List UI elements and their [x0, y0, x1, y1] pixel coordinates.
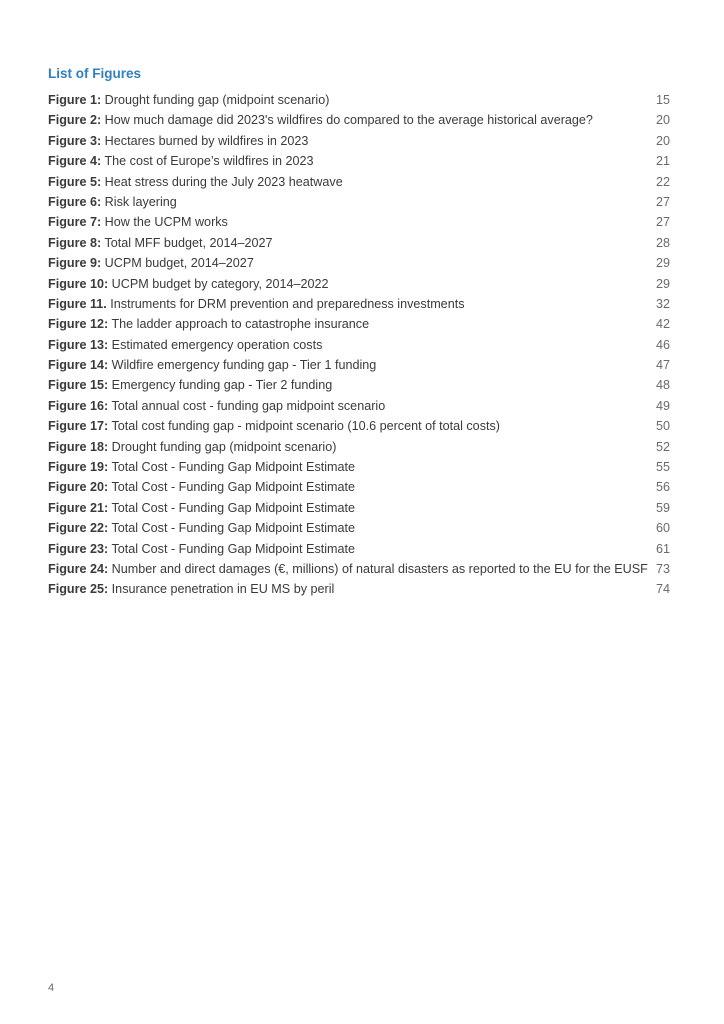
figure-label: Figure 5:: [48, 174, 102, 189]
figure-title: Number and direct damages (€, millions) of natural disasters as reported to the EU for the EUSF: [108, 561, 648, 576]
figure-entry[interactable]: [48, 579, 670, 599]
figure-entry-text: [48, 437, 336, 457]
figure-entry[interactable]: [48, 437, 670, 457]
figure-label: Figure 14:: [48, 358, 109, 373]
figure-list: [48, 90, 670, 600]
figure-title: Wildfire emergency funding gap - Tier 1 funding: [108, 358, 377, 373]
figure-page-number: 49: [655, 398, 670, 413]
figure-title: Drought funding gap (midpoint scenario): [101, 93, 330, 107]
figure-label: Figure 11.: [48, 296, 107, 311]
figure-entry-text: [48, 335, 322, 355]
figure-entry[interactable]: [48, 314, 670, 334]
figure-entry[interactable]: [48, 477, 670, 497]
figure-label: Figure 13:: [48, 337, 109, 352]
figure-entry-text: [48, 212, 228, 232]
figure-page-number: 28: [655, 235, 670, 250]
figure-entry-text: [48, 172, 343, 192]
figure-page-number: 22: [655, 174, 670, 189]
figure-entry-text: [48, 477, 355, 497]
figure-label: Figure 12:: [48, 317, 109, 332]
figure-page-number: 61: [655, 541, 670, 556]
figure-title: Heat stress during the July 2023 heatwave: [101, 174, 343, 189]
figure-entry[interactable]: [48, 90, 670, 110]
list-of-figures-heading: List of Figures: [48, 66, 142, 81]
figure-title: The cost of Europe’s wildfires in 2023: [101, 154, 314, 169]
figure-label: Figure 15:: [48, 378, 109, 393]
figure-entry-text: [48, 375, 332, 395]
figure-title: Total Cost - Funding Gap Midpoint Estimate: [108, 541, 356, 556]
figure-label: Figure 9:: [48, 256, 102, 271]
figure-entry[interactable]: [48, 518, 670, 538]
figure-title: Total Cost - Funding Gap Midpoint Estimate: [108, 500, 356, 515]
figure-label: Figure 25:: [48, 582, 109, 597]
figure-title: How much damage did 2023's wildfires do compared to the average historical average?: [101, 113, 593, 128]
figure-entry[interactable]: [48, 375, 670, 395]
figure-entry[interactable]: [48, 559, 670, 579]
figure-label: Figure 17:: [48, 419, 109, 434]
figure-page-number: 47: [655, 358, 670, 373]
figure-page-number: 46: [655, 337, 670, 352]
figure-entry[interactable]: [48, 457, 670, 477]
figure-page-number: 56: [655, 480, 670, 495]
figure-title: Risk layering: [101, 194, 177, 209]
figure-page-number: 20: [655, 133, 670, 148]
figure-title: Total Cost - Funding Gap Midpoint Estimate: [108, 521, 356, 536]
figure-entry-text: [48, 294, 465, 314]
figure-entry-text: [48, 253, 254, 273]
figure-label: Figure 4:: [48, 154, 102, 169]
figure-entry-text: [48, 90, 329, 110]
figure-title: Drought funding gap (midpoint scenario): [108, 439, 337, 454]
figure-entry[interactable]: [48, 212, 670, 232]
figure-label: Figure 7:: [48, 215, 102, 230]
figure-entry-text: [48, 110, 593, 130]
figure-page-number: 32: [655, 296, 670, 311]
figure-entry[interactable]: [48, 253, 670, 273]
figure-title: Insurance penetration in EU MS by peril: [108, 582, 335, 597]
figure-entry-text: [48, 274, 329, 294]
figure-title: Estimated emergency operation costs: [108, 337, 323, 352]
figure-page-number: 55: [655, 460, 670, 475]
figure-page-number: 21: [655, 154, 670, 169]
figure-entry-text: [48, 151, 314, 171]
figure-title: Hectares burned by wildfires in 2023: [101, 133, 309, 148]
figure-page-number: 27: [655, 194, 670, 209]
figure-entry[interactable]: [48, 151, 670, 171]
figure-entry[interactable]: [48, 233, 670, 253]
figure-label: Figure 10:: [48, 276, 109, 291]
page-number: 4: [48, 982, 55, 994]
figure-entry[interactable]: [48, 131, 670, 151]
figure-entry[interactable]: [48, 110, 670, 130]
figure-entry[interactable]: [48, 355, 670, 375]
figure-label: Figure 24:: [48, 561, 109, 576]
figure-entry[interactable]: [48, 274, 670, 294]
figure-entry-text: [48, 233, 273, 253]
figure-title: UCPM budget, 2014–2027: [101, 256, 254, 271]
figure-title: Total cost funding gap - midpoint scenario (10.6 percent of total costs): [108, 419, 500, 434]
figure-entry-text: [48, 131, 308, 151]
figure-page-number: 74: [655, 582, 670, 597]
figure-entry-text: [48, 579, 334, 599]
figure-label: Figure 21:: [48, 500, 109, 515]
figure-entry[interactable]: [48, 498, 670, 518]
figure-page-number: 48: [655, 378, 670, 393]
figure-title: Total annual cost - funding gap midpoint scenario: [108, 398, 386, 413]
figure-page-number: 59: [655, 500, 670, 515]
figure-page-number: 29: [655, 256, 670, 271]
figure-page-number: 60: [655, 521, 670, 536]
figure-title: UCPM budget by category, 2014–2022: [108, 276, 329, 291]
figure-entry-text: [48, 355, 376, 375]
figure-label: Figure 2:: [48, 113, 102, 128]
figure-label: Figure 22:: [48, 521, 109, 536]
figure-label: Figure 19:: [48, 460, 109, 475]
figure-entry-text: [48, 416, 500, 436]
figure-label: Figure 16:: [48, 398, 109, 413]
figure-entry-text: [48, 559, 648, 579]
figure-entry[interactable]: [48, 539, 670, 559]
figure-title: The ladder approach to catastrophe insurance: [108, 317, 370, 332]
figure-entry-text: [48, 539, 355, 559]
figure-label: Figure 18:: [48, 439, 109, 454]
figure-title: Instruments for DRM prevention and preparedness investments: [106, 296, 465, 311]
figure-title: Total Cost - Funding Gap Midpoint Estimate: [108, 460, 356, 475]
figure-entry-text: [48, 396, 385, 416]
figure-page-number: 50: [655, 419, 670, 434]
figure-label: Figure 6:: [48, 194, 102, 209]
figure-title: How the UCPM works: [101, 215, 228, 230]
figure-page-number: 29: [655, 276, 670, 291]
figure-entry-text: [48, 498, 355, 518]
figure-label: Figure 23:: [48, 541, 109, 556]
figure-entry[interactable]: [48, 396, 670, 416]
figure-entry-text: [48, 192, 177, 212]
figure-page-number: 15: [655, 93, 670, 107]
figure-entry[interactable]: [48, 192, 670, 212]
figure-entry[interactable]: [48, 335, 670, 355]
figure-label: Figure 20:: [48, 480, 109, 495]
figure-page-number: 52: [655, 439, 670, 454]
figure-entry-text: [48, 314, 369, 334]
figure-entry[interactable]: [48, 416, 670, 436]
figure-title: Emergency funding gap - Tier 2 funding: [108, 378, 333, 393]
figure-title: Total MFF budget, 2014–2027: [101, 235, 273, 250]
figure-label: Figure 8:: [48, 235, 102, 250]
figure-entry[interactable]: [48, 172, 670, 192]
figure-page-number: 27: [655, 215, 670, 230]
figure-title: Total Cost - Funding Gap Midpoint Estimate: [108, 480, 356, 495]
figure-page-number: 20: [655, 113, 670, 128]
figure-label: Figure 3:: [48, 133, 102, 148]
figure-label: Figure 1:: [48, 93, 102, 107]
figure-page-number: 42: [655, 317, 670, 332]
figure-entry[interactable]: [48, 294, 670, 314]
figure-page-number: 73: [655, 561, 670, 576]
figure-entry-text: [48, 457, 355, 477]
figure-entry-text: [48, 518, 355, 538]
